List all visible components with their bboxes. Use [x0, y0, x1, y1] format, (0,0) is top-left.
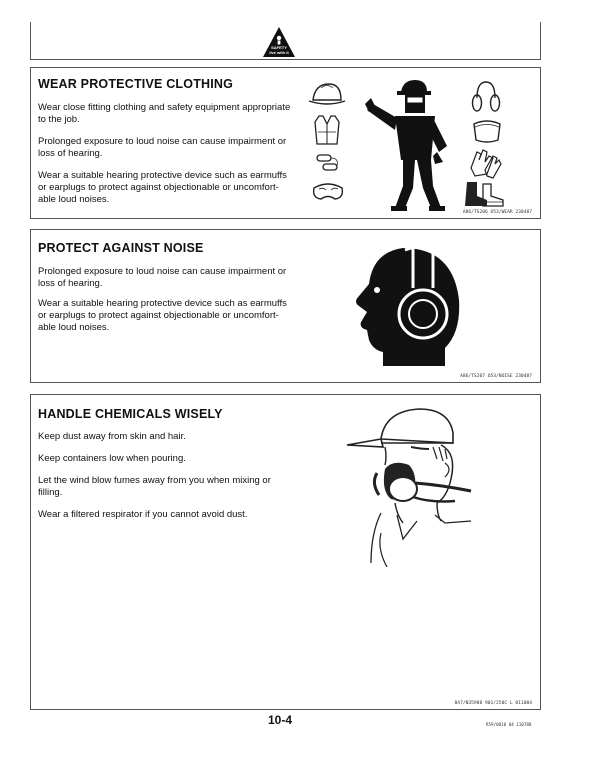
figure-reference-code: 8A7/N35988 901/250C L 011084 [454, 701, 532, 706]
safety-alert-logo [262, 26, 296, 58]
safety-boots-icon [463, 180, 507, 208]
paragraph: Let the wind blow fumes away from you when mixing or filling. [38, 475, 271, 498]
section-title: WEAR PROTECTIVE CLOTHING [38, 77, 234, 91]
paragraph: Wear close fitting clothing and safety equipment appropriate to the job. [38, 102, 291, 125]
gloves-icon [467, 146, 503, 180]
paragraph: Keep dust away from skin and hair. [38, 431, 186, 442]
head-with-earmuffs-icon [347, 240, 475, 368]
paragraph: Prolonged exposure to loud noise can cause impairment or loss of hearing. [38, 266, 287, 289]
section-title: PROTECT AGAINST NOISE [38, 241, 204, 255]
section-wear-protective-clothing [30, 67, 541, 219]
section-protect-against-noise [30, 229, 541, 383]
paragraph: Wear a suitable hearing protective device such as earmuffs or earplugs to protect against objectionable or uncomfort-able loud noises. [38, 170, 287, 205]
paragraph: Wear a suitable hearing protective device such as earmuffs or earplugs to protect against objectionable or uncomfort-able loud noises. [38, 298, 287, 333]
paragraph: Wear a filtered respirator if you cannot avoid dust. [38, 509, 248, 520]
paragraph: Prolonged exposure to loud noise can cause impairment or loss of hearing. [38, 136, 287, 159]
logo-line-2: live with it [269, 50, 289, 55]
earmuffs-icon [471, 80, 501, 114]
paragraph: Keep containers low when pouring. [38, 453, 186, 464]
worker-figure-icon [351, 76, 461, 214]
logo-line-1: SAFETY [271, 45, 287, 50]
figure-reference-code: A86/TS206 O53/WEAR 230487 [462, 210, 532, 215]
person-with-respirator-icon [341, 403, 491, 573]
earplugs-icon [315, 152, 341, 174]
hard-hat-icon [307, 80, 347, 110]
face-shield-icon [471, 118, 503, 144]
section-handle-chemicals-wisely [30, 394, 541, 710]
page-number: 10-4 [268, 713, 293, 727]
figure-reference-code: A86/TS207 O53/NOISE 230487 [460, 374, 532, 379]
section-title: HANDLE CHEMICALS WISELY [38, 407, 223, 421]
page-code: R59/0010 04 110788 [486, 722, 532, 727]
goggles-icon [311, 180, 345, 204]
safety-vest-icon [313, 114, 341, 146]
